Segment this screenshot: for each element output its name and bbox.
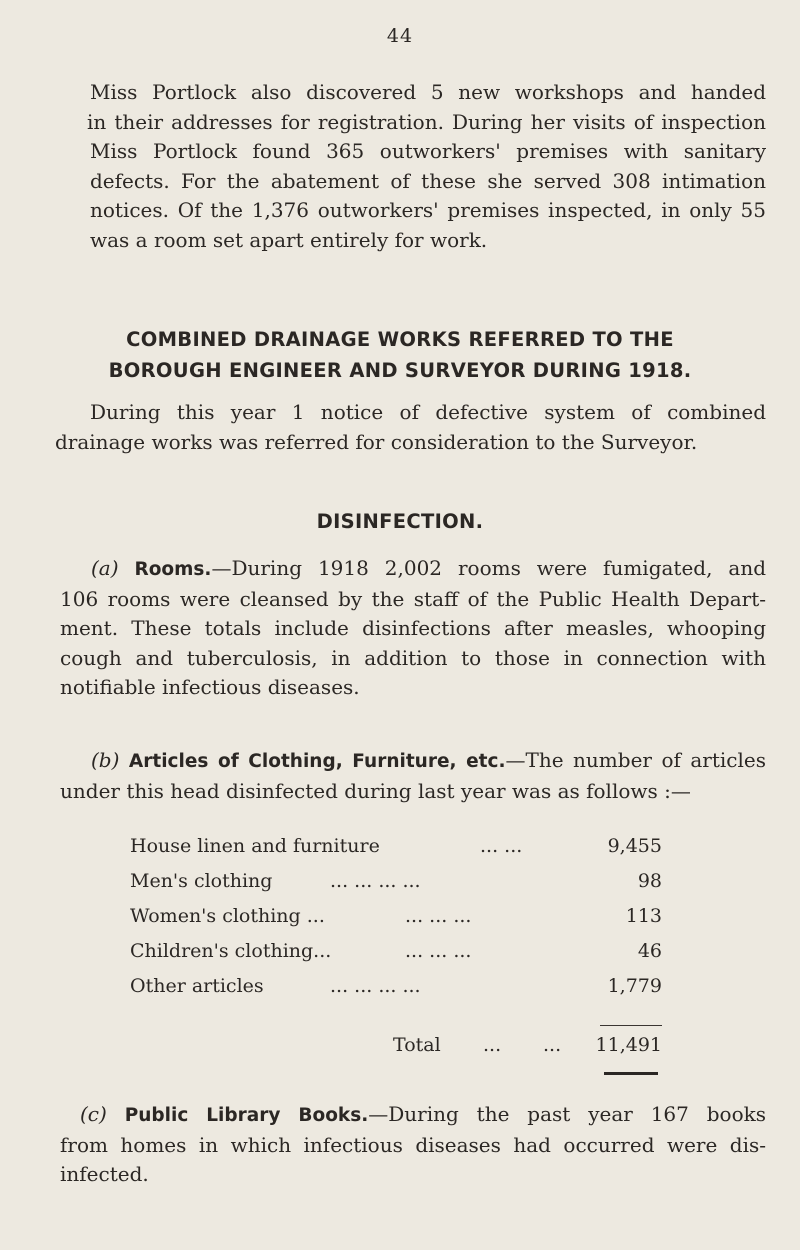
drainage-line: During this year 1 notice of defective system of combined <box>90 400 766 424</box>
drainage-heading-line: BOROUGH ENGINEER AND SURVEYOR DURING 1918. <box>108 359 692 382</box>
total-value: 11,491 <box>595 1034 662 1056</box>
library-line: from homes in which infectious diseases had occurred were dis- <box>60 1132 766 1157</box>
table-row-label: Other articles ... ... ... ... <box>130 974 421 997</box>
intro-line: Miss Portlock found 365 outworkers' premises with sanitary <box>90 139 766 163</box>
table-row-label: House linen and furniture ... ... <box>130 834 523 857</box>
intro-paragraph <box>87 78 766 255</box>
library-paragraph <box>60 1100 767 1190</box>
intro-line: notices. Of the 1,376 outworkers' premises inspected, in only 55 <box>90 198 766 222</box>
table-row-value: 1,779 <box>607 974 662 997</box>
rooms-first-line-text: —During 1918 2,002 rooms were fumigated, and <box>211 556 766 580</box>
table-row <box>130 898 662 933</box>
table-row-value: 113 <box>625 904 662 927</box>
library-marker: (c) <box>80 1102 107 1126</box>
articles-first-line-text: —The number of articles <box>505 748 766 772</box>
articles-table <box>130 828 662 1003</box>
rooms-title: Rooms. <box>134 559 212 580</box>
articles-marker: (b) <box>91 748 120 772</box>
total-label: Total <box>393 1034 441 1056</box>
total-row <box>393 1034 662 1064</box>
intro-line: was a room set apart entirely for work. <box>90 227 488 252</box>
library-title: Public Library Books. <box>124 1105 369 1126</box>
table-row-label: Women's clothing ... ... ... ... <box>130 904 472 927</box>
rooms-marker: (a) <box>91 556 119 580</box>
total-rule-top <box>600 1025 662 1026</box>
table-row <box>130 828 662 863</box>
table-row-value: 46 <box>637 939 662 962</box>
total-rule-bottom <box>604 1072 658 1075</box>
articles-title: Articles of Clothing, Furniture, etc. <box>128 751 506 772</box>
table-row-label: Children's clothing... ... ... ... <box>130 939 472 962</box>
articles-paragraph <box>60 746 766 806</box>
table-row <box>130 863 662 898</box>
intro-line: defects. For the abatement of these she served 308 intimation <box>90 168 766 193</box>
table-row-label: Men's clothing ... ... ... ... <box>130 869 421 892</box>
disinfection-heading: DISINFECTION. <box>316 510 484 533</box>
articles-first-line <box>91 746 766 777</box>
table-row-value: 98 <box>637 869 662 892</box>
intro-line: in their addresses for registration. During her visits of inspection <box>87 109 766 134</box>
rooms-first-line <box>91 554 766 585</box>
rooms-line: 106 rooms were cleansed by the staff of the Public Health Depart- <box>60 586 766 611</box>
library-first-line <box>80 1100 766 1131</box>
library-line: infected. <box>60 1162 149 1186</box>
rooms-paragraph <box>60 554 766 703</box>
page-number: 44 <box>386 25 414 47</box>
rooms-line: cough and tuberculosis, in addition to those in connection with <box>60 645 766 670</box>
rooms-line: ment. These totals include disinfections after measles, whooping <box>60 616 766 640</box>
table-row-value: 9,455 <box>607 834 662 857</box>
library-first-line-text: —During the past year 167 books <box>368 1102 767 1126</box>
table-row <box>130 968 662 1003</box>
rooms-line: notifiable infectious diseases. <box>60 675 360 699</box>
table-row <box>130 933 662 968</box>
drainage-paragraph <box>55 398 766 457</box>
articles-line: under this head disinfected during last year was as follows :— <box>60 778 691 803</box>
total-leader-dots: ... <box>543 1034 562 1056</box>
drainage-heading-line: COMBINED DRAINAGE WORKS REFERRED TO THE <box>126 328 674 351</box>
total-leader-dots: ... <box>483 1034 502 1056</box>
drainage-line: drainage works was referred for consideration to the Surveyor. <box>55 429 698 454</box>
intro-line: Miss Portlock also discovered 5 new workshops and handed <box>90 80 766 104</box>
drainage-heading <box>60 324 740 386</box>
